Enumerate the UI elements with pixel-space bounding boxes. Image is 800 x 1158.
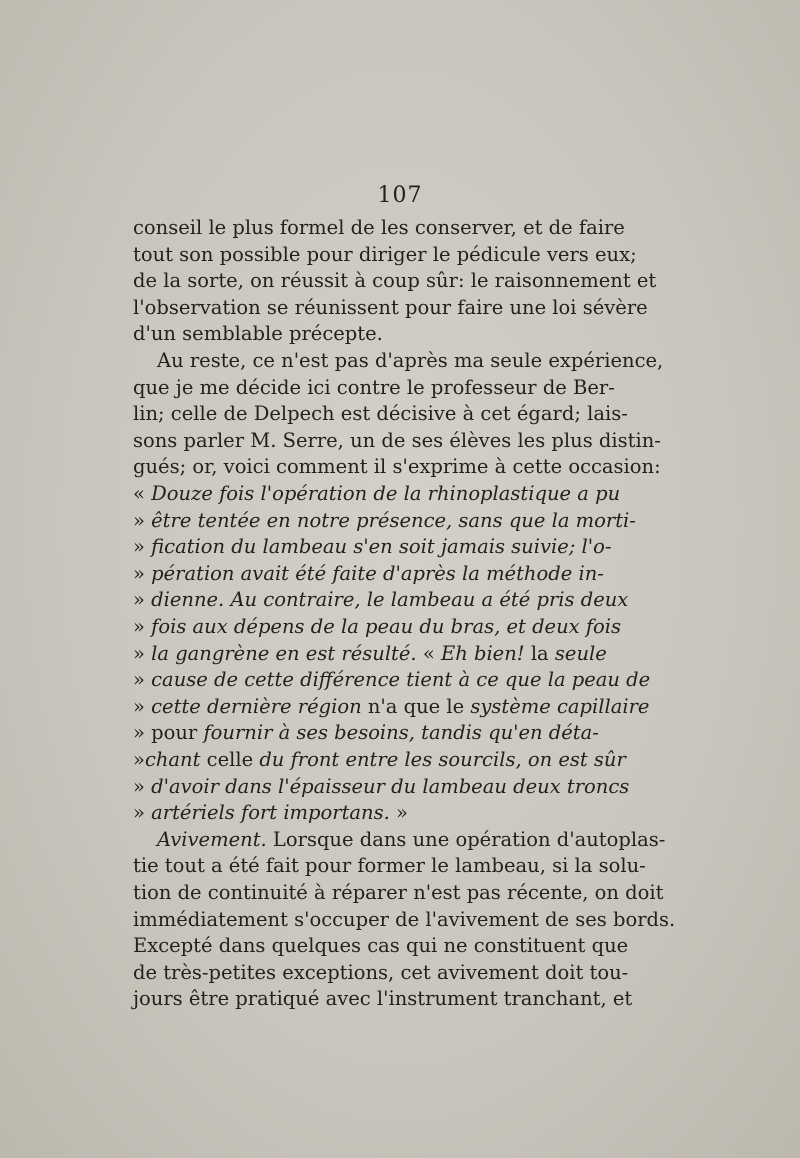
- text: »: [133, 668, 152, 692]
- text-line: [133, 826, 666, 853]
- italic-text: cause de cette différence tient à ce que la peau de: [151, 668, 651, 692]
- text: tie tout a été fait pour former le lambeau, si la solu-: [133, 854, 646, 878]
- text: »: [133, 615, 152, 638]
- text-line: [133, 427, 661, 454]
- italic-text: la gangrène en est résulté.: [151, 641, 417, 665]
- text-line: [133, 666, 651, 693]
- text: l'observation se réunissent pour faire une loi sévère: [133, 295, 648, 319]
- text: »: [133, 641, 152, 665]
- text: gués; or, voici comment il s'exprime à cette occasion:: [133, 455, 661, 479]
- page-number: 107: [377, 183, 423, 208]
- text: «: [416, 641, 441, 665]
- text: »: [133, 588, 152, 612]
- text: «: [133, 482, 152, 505]
- italic-text: chant: [144, 748, 201, 771]
- text-line: [133, 932, 629, 959]
- text-line: [133, 799, 597, 826]
- text-line: [133, 241, 637, 268]
- text-line: [133, 533, 612, 560]
- italic-text: d'avoir dans l'épaisseur du lambeau deux troncs: [151, 774, 630, 798]
- text-line: [133, 400, 628, 427]
- text-line: [133, 613, 622, 640]
- text-line: [133, 959, 629, 986]
- text-line: [133, 267, 657, 294]
- text: conseil le plus formel de les conserver, et de faire: [133, 216, 625, 239]
- text: jours être pratiqué avec l'instrument tranchant, et: [133, 987, 633, 1011]
- text: la: [524, 641, 555, 665]
- text: tout son possible pour diriger le pédicule vers eux;: [133, 242, 637, 266]
- text-line: [133, 480, 621, 507]
- text: n'a que le: [361, 694, 471, 718]
- italic-text: être tentée en notre présence, sans que la morti-: [151, 508, 636, 532]
- text-line: [133, 507, 636, 534]
- italic-text: cette dernière région: [151, 694, 362, 718]
- text: tion de continuité à réparer n'est pas récente, on doit: [133, 881, 664, 904]
- italic-text: Avivement.: [157, 827, 267, 851]
- text: lin; celle de Delpech est décisive à cet égard; lais-: [133, 402, 628, 426]
- text: sons parler M. Serre, un de ses élèves les plus distin-: [133, 428, 661, 452]
- text: »: [133, 748, 145, 771]
- text-line: [133, 879, 664, 906]
- text-line: [133, 347, 664, 374]
- text-line: [133, 560, 604, 587]
- text: celle: [200, 748, 260, 771]
- text: Excepté dans quelques cas qui ne constituent que: [133, 934, 629, 958]
- text-line: [133, 852, 646, 879]
- italic-text: pération avait été faite d'après la méthode in-: [151, 561, 604, 585]
- text: immédiatement s'occuper de l'avivement de ses bords.: [133, 907, 676, 931]
- text-line: [133, 586, 629, 613]
- text: »: [389, 801, 408, 825]
- text-line: [133, 294, 648, 321]
- italic-text: fois aux dépens de la peau du bras, et deux fois: [151, 615, 622, 638]
- italic-text: du front entre les sourcils, on est sûr: [259, 748, 626, 771]
- text-line: [133, 320, 597, 347]
- text-line: [133, 214, 625, 241]
- italic-text: artériels fort importans.: [151, 801, 390, 825]
- italic-text: fication du lambeau s'en soit jamais suivie; l'o-: [151, 535, 612, 559]
- text: »: [133, 535, 152, 559]
- text: de très-petites exceptions, cet avivement doit tou-: [133, 960, 629, 984]
- text-line: [133, 906, 676, 933]
- italic-text: système capillaire: [470, 694, 650, 718]
- text-line: [133, 746, 626, 773]
- text-line: [133, 693, 650, 720]
- text-line: [133, 640, 607, 667]
- text-line: [133, 985, 633, 1012]
- text: Lorsque dans une opération d'autoplas-: [266, 827, 666, 851]
- text: Au reste, ce n'est pas d'après ma seule expérience,: [157, 349, 664, 372]
- text: »: [133, 774, 152, 798]
- italic-text: fournir à ses besoins, tandis qu'en déta-: [203, 721, 599, 745]
- text: »: [133, 561, 152, 585]
- text-line: [133, 773, 630, 800]
- italic-text: Eh bien!: [440, 641, 525, 665]
- text-line: [133, 719, 597, 746]
- italic-text: seule: [554, 641, 607, 665]
- text: »: [133, 801, 152, 825]
- text: »: [133, 508, 152, 532]
- italic-text: Douze fois l'opération de la rhinoplastique a pu: [151, 482, 621, 505]
- text-line: [133, 453, 661, 480]
- text-line: [133, 374, 615, 401]
- text: de la sorte, on réussit à coup sûr: le raisonnement et: [133, 269, 657, 293]
- text: » pour: [133, 721, 204, 745]
- italic-text: dienne. Au contraire, le lambeau a été pris deux: [151, 588, 629, 612]
- text: d'un semblable précepte.: [133, 322, 383, 346]
- text: que je me décide ici contre le professeur de Ber-: [133, 375, 615, 399]
- text: »: [133, 694, 152, 718]
